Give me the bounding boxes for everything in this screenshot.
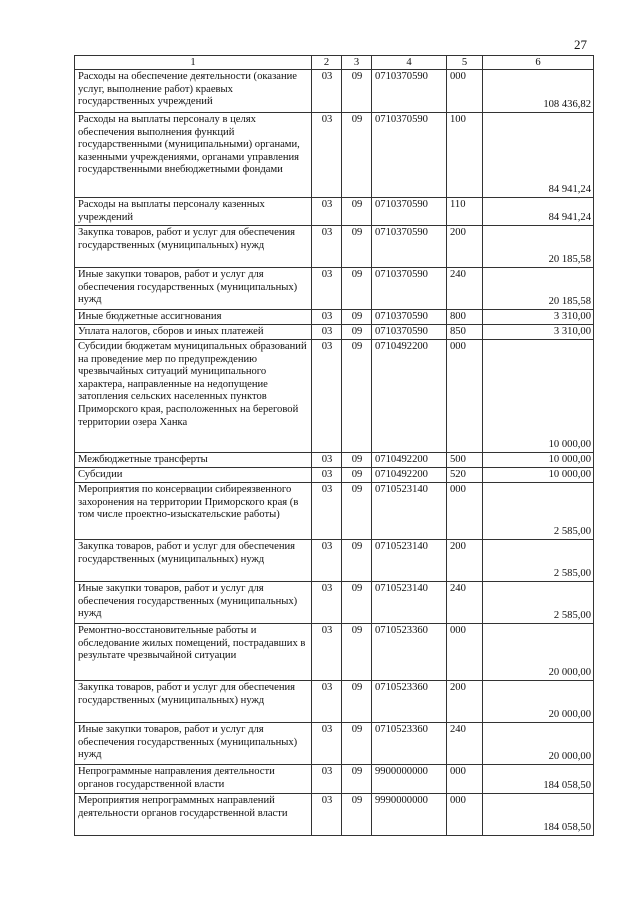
- row-section-cell: 03: [312, 70, 342, 113]
- row-name-cell: Расходы на выплаты персоналу казенных учреждений: [75, 198, 312, 226]
- table-header-row: [75, 56, 594, 70]
- row-amount-cell: 108 436,82: [483, 70, 594, 113]
- row-target-article-cell: 0710370590: [372, 198, 447, 226]
- row-amount-cell: 184 058,50: [483, 765, 594, 794]
- row-subsection-cell: 09: [342, 226, 372, 268]
- row-subsection-cell: 09: [342, 70, 372, 113]
- row-target-article-cell: 0710370590: [372, 70, 447, 113]
- row-name-cell: Закупка товаров, работ и услуг для обеспечения государственных (муниципальных) нужд: [75, 540, 312, 582]
- row-name-cell: Мероприятия непрограммных направлений деятельности органов государственной власти: [75, 794, 312, 836]
- row-section-cell: 03: [312, 268, 342, 310]
- row-target-article-cell: 0710370590: [372, 268, 447, 310]
- row-section-cell: 03: [312, 540, 342, 582]
- row-section-cell: 03: [312, 310, 342, 325]
- row-section-cell: 03: [312, 468, 342, 483]
- row-target-article-cell: 0710370590: [372, 325, 447, 340]
- row-target-article-cell: 0710523360: [372, 723, 447, 765]
- row-section-cell: 03: [312, 765, 342, 794]
- row-amount-cell: 20 185,58: [483, 268, 594, 310]
- table-row: [75, 681, 594, 723]
- row-amount-cell: 184 058,50: [483, 794, 594, 836]
- row-amount-cell: 10 000,00: [483, 453, 594, 468]
- row-amount-cell: 3 310,00: [483, 325, 594, 340]
- row-target-article-cell: 9900000000: [372, 765, 447, 794]
- row-expense-type-cell: 850: [447, 325, 483, 340]
- row-section-cell: 03: [312, 325, 342, 340]
- row-subsection-cell: 09: [342, 453, 372, 468]
- row-section-cell: 03: [312, 582, 342, 624]
- row-subsection-cell: 09: [342, 310, 372, 325]
- row-subsection-cell: 09: [342, 268, 372, 310]
- row-name-cell: Иные бюджетные ассигнования: [75, 310, 312, 325]
- row-amount-cell: 10 000,00: [483, 468, 594, 483]
- row-target-article-cell: 9990000000: [372, 794, 447, 836]
- page-number: 27: [574, 37, 587, 52]
- row-section-cell: 03: [312, 453, 342, 468]
- row-amount-cell: 10 000,00: [483, 340, 594, 453]
- table-row: [75, 468, 594, 483]
- row-expense-type-cell: 000: [447, 70, 483, 113]
- row-name-cell: Ремонтно-восстановительные работы и обследование жилых помещений, пострадавших в результате чрезвычайной ситуации: [75, 624, 312, 681]
- row-amount-cell: 20 000,00: [483, 624, 594, 681]
- row-expense-type-cell: 240: [447, 268, 483, 310]
- row-expense-type-cell: 100: [447, 113, 483, 198]
- row-name-cell: Закупка товаров, работ и услуг для обеспечения государственных (муниципальных) нужд: [75, 226, 312, 268]
- row-name-cell: Субсидии: [75, 468, 312, 483]
- row-section-cell: 03: [312, 483, 342, 540]
- row-subsection-cell: 09: [342, 582, 372, 624]
- row-subsection-cell: 09: [342, 681, 372, 723]
- row-section-cell: 03: [312, 624, 342, 681]
- row-expense-type-cell: 000: [447, 483, 483, 540]
- row-amount-cell: 3 310,00: [483, 310, 594, 325]
- table-row: [75, 226, 594, 268]
- table-row: [75, 453, 594, 468]
- row-expense-type-cell: 800: [447, 310, 483, 325]
- row-target-article-cell: 0710523140: [372, 582, 447, 624]
- row-name-cell: Расходы на выплаты персоналу в целях обеспечения выполнения функций государственными (муниципальными) органами, казенными учреждениями, органами управления государственными внебюджетными фондами: [75, 113, 312, 198]
- row-name-cell: Иные закупки товаров, работ и услуг для обеспечения государственных (муниципальных) нужд: [75, 268, 312, 310]
- row-subsection-cell: 09: [342, 468, 372, 483]
- row-expense-type-cell: 000: [447, 765, 483, 794]
- table-row: [75, 310, 594, 325]
- row-subsection-cell: 09: [342, 765, 372, 794]
- row-amount-cell: 20 185,58: [483, 226, 594, 268]
- row-expense-type-cell: 500: [447, 453, 483, 468]
- row-name-cell: Иные закупки товаров, работ и услуг для обеспечения государственных (муниципальных) нужд: [75, 723, 312, 765]
- row-section-cell: 03: [312, 340, 342, 453]
- row-section-cell: 03: [312, 723, 342, 765]
- row-expense-type-cell: 240: [447, 582, 483, 624]
- row-amount-cell: 20 000,00: [483, 681, 594, 723]
- row-section-cell: 03: [312, 198, 342, 226]
- row-section-cell: 03: [312, 681, 342, 723]
- row-target-article-cell: 0710523140: [372, 483, 447, 540]
- table-row: [75, 268, 594, 310]
- row-target-article-cell: 0710370590: [372, 310, 447, 325]
- row-amount-cell: 84 941,24: [483, 113, 594, 198]
- table-row: [75, 794, 594, 836]
- row-expense-type-cell: 520: [447, 468, 483, 483]
- row-amount-cell: 2 585,00: [483, 582, 594, 624]
- row-name-cell: Уплата налогов, сборов и иных платежей: [75, 325, 312, 340]
- budget-table-body: [75, 56, 594, 836]
- row-subsection-cell: 09: [342, 624, 372, 681]
- table-row: [75, 113, 594, 198]
- row-expense-type-cell: 200: [447, 226, 483, 268]
- table-row: [75, 198, 594, 226]
- row-name-cell: Непрограммные направления деятельности органов государственной власти: [75, 765, 312, 794]
- header-col-2: 2: [312, 56, 342, 70]
- row-expense-type-cell: 110: [447, 198, 483, 226]
- header-col-4: 4: [372, 56, 447, 70]
- row-subsection-cell: 09: [342, 113, 372, 198]
- header-col-5: 5: [447, 56, 483, 70]
- table-row: [75, 340, 594, 453]
- row-expense-type-cell: 000: [447, 340, 483, 453]
- row-target-article-cell: 0710370590: [372, 226, 447, 268]
- row-amount-cell: 2 585,00: [483, 540, 594, 582]
- table-row: [75, 765, 594, 794]
- table-row: [75, 540, 594, 582]
- row-subsection-cell: 09: [342, 483, 372, 540]
- row-section-cell: 03: [312, 794, 342, 836]
- row-amount-cell: 20 000,00: [483, 723, 594, 765]
- row-expense-type-cell: 200: [447, 540, 483, 582]
- row-subsection-cell: 09: [342, 198, 372, 226]
- table-row: [75, 70, 594, 113]
- row-name-cell: Закупка товаров, работ и услуг для обеспечения государственных (муниципальных) нужд: [75, 681, 312, 723]
- row-target-article-cell: 0710492200: [372, 340, 447, 453]
- row-target-article-cell: 0710492200: [372, 453, 447, 468]
- row-expense-type-cell: 000: [447, 794, 483, 836]
- row-name-cell: Иные закупки товаров, работ и услуг для обеспечения государственных (муниципальных) нужд: [75, 582, 312, 624]
- row-target-article-cell: 0710492200: [372, 468, 447, 483]
- row-target-article-cell: 0710523360: [372, 681, 447, 723]
- row-section-cell: 03: [312, 226, 342, 268]
- row-name-cell: Межбюджетные трансферты: [75, 453, 312, 468]
- row-expense-type-cell: 200: [447, 681, 483, 723]
- budget-table: [74, 55, 594, 836]
- row-amount-cell: 2 585,00: [483, 483, 594, 540]
- table-row: [75, 483, 594, 540]
- row-subsection-cell: 09: [342, 540, 372, 582]
- row-section-cell: 03: [312, 113, 342, 198]
- row-subsection-cell: 09: [342, 794, 372, 836]
- row-subsection-cell: 09: [342, 325, 372, 340]
- row-name-cell: Мероприятия по консервации сибиреязвенного захоронения на территории Приморского края (в том числе проектно-изыскательские работы): [75, 483, 312, 540]
- header-col-6: 6: [483, 56, 594, 70]
- row-target-article-cell: 0710370590: [372, 113, 447, 198]
- row-amount-cell: 84 941,24: [483, 198, 594, 226]
- table-row: [75, 582, 594, 624]
- table-row: [75, 624, 594, 681]
- row-expense-type-cell: 240: [447, 723, 483, 765]
- header-col-1: 1: [75, 56, 312, 70]
- table-row: [75, 325, 594, 340]
- row-subsection-cell: 09: [342, 723, 372, 765]
- table-row: [75, 723, 594, 765]
- row-expense-type-cell: 000: [447, 624, 483, 681]
- row-target-article-cell: 0710523360: [372, 624, 447, 681]
- header-col-3: 3: [342, 56, 372, 70]
- row-name-cell: Субсидии бюджетам муниципальных образований на проведение мер по предупреждению чрезвычайных ситуаций муниципального характера, направленные на недопущение затопления сельских населенных пунктов Приморского края, расположенных на береговой территории озера Ханка: [75, 340, 312, 453]
- row-target-article-cell: 0710523140: [372, 540, 447, 582]
- row-name-cell: Расходы на обеспечение деятельности (оказание услуг, выполнение работ) краевых государственных учреждений: [75, 70, 312, 113]
- row-subsection-cell: 09: [342, 340, 372, 453]
